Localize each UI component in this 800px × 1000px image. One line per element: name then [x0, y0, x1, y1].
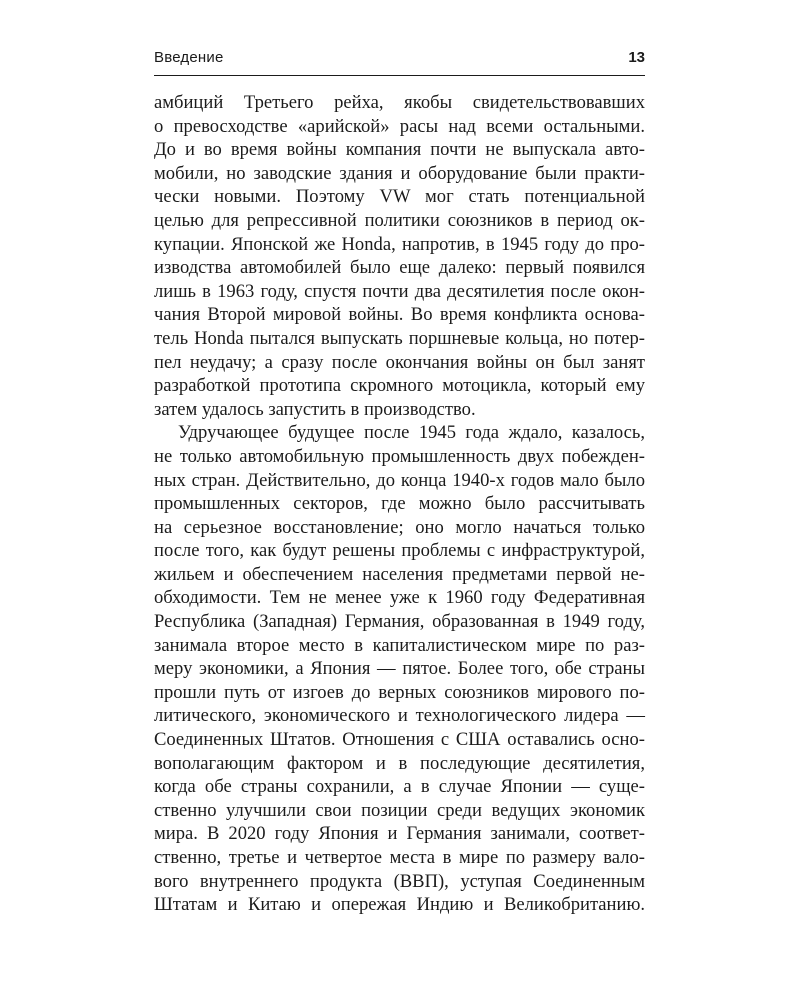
text-line: купации. Японской же Honda, напротив, в 1945 году до про- [154, 233, 645, 255]
text-line: о превосходстве «арийской» расы над всеми остальными. [154, 115, 645, 137]
text-line: Республика (Западная) Германия, образованная в 1949 году, [154, 611, 645, 633]
text-line: Штатам и Китаю и опережая Индию и Великобританию. [154, 894, 645, 916]
text-line: литического, экономического и технологического лидера — [154, 705, 645, 727]
text-line: пел неудачу; а сразу после окончания войны он был занят [154, 351, 645, 373]
text-line: не только автомобильную промышленность двух побежден- [154, 445, 645, 467]
text-line: обходимости. Тем не менее уже к 1960 году Федеративная [154, 587, 645, 609]
text-line: чания Второй мировой войны. Во время конфликта основа- [154, 304, 645, 326]
text-line: изводства автомобилей было еще далеко: первый появился [154, 257, 645, 279]
text-line: Удручающее будущее после 1945 года ждало, казалось, [178, 422, 645, 444]
text-line: лишь в 1963 году, спустя почти два десятилетия после окон- [154, 280, 645, 302]
text-line: на серьезное восстановление; оно могло начаться только [154, 516, 645, 538]
text-line: затем удалось запустить в производство. [154, 398, 476, 420]
text-line: меру экономики, а Япония — пятое. Более того, обе страны [154, 658, 645, 680]
running-head [154, 47, 645, 69]
text-line: ственно улучшили свои позиции среди ведущих экономик [154, 799, 645, 821]
text-line: мира. В 2020 году Япония и Германия занимали, соответ- [154, 823, 645, 845]
text-line: занимала второе место в капиталистическом мире по раз- [154, 634, 645, 656]
paragraph-1 [154, 91, 645, 421]
text-line: когда обе страны сохранили, а в случае Японии — суще- [154, 776, 645, 798]
text-line: прошли путь от изгоев до верных союзников мирового по- [154, 681, 645, 703]
body-text [154, 91, 645, 917]
text-line: вополагающим фактором и в последующие десятилетия, [154, 752, 645, 774]
text-line: тель Honda пытался выпускать поршневые кольца, но потер- [154, 327, 645, 349]
text-line: целью для репрессивной политики союзников в период ок- [154, 209, 645, 231]
page-number: 13 [628, 49, 645, 66]
text-line: ных стран. Действительно, до конца 1940-х годов мало было [154, 469, 645, 491]
text-line: жильем и обеспечением населения предметами первой не- [154, 563, 645, 585]
header-rule [154, 75, 645, 76]
paragraph-2 [154, 421, 645, 916]
text-line: вого внутреннего продукта (ВВП), уступая Соединенным [154, 870, 645, 892]
section-title: Введение [154, 49, 224, 66]
text-line: Соединенных Штатов. Отношения с США оставались осно- [154, 729, 645, 751]
text-line: после того, как будут решены проблемы с инфраструктурой, [154, 540, 645, 562]
text-line: ственно, третье и четвертое места в мире по размеру вало- [154, 847, 645, 868]
text-line: мобили, но заводские здания и оборудование были практи- [154, 162, 645, 184]
text-line: промышленных секторов, где можно было рассчитывать [154, 493, 645, 515]
text-line: чески новыми. Поэтому VW мог стать потенциальной [154, 186, 645, 208]
text-line: амбиций Третьего рейха, якобы свидетельствовавших [154, 92, 645, 113]
text-line: разработкой прототипа скромного мотоцикла, который ему [154, 375, 645, 397]
text-line: До и во время войны компания почти не выпускала авто- [154, 139, 645, 161]
